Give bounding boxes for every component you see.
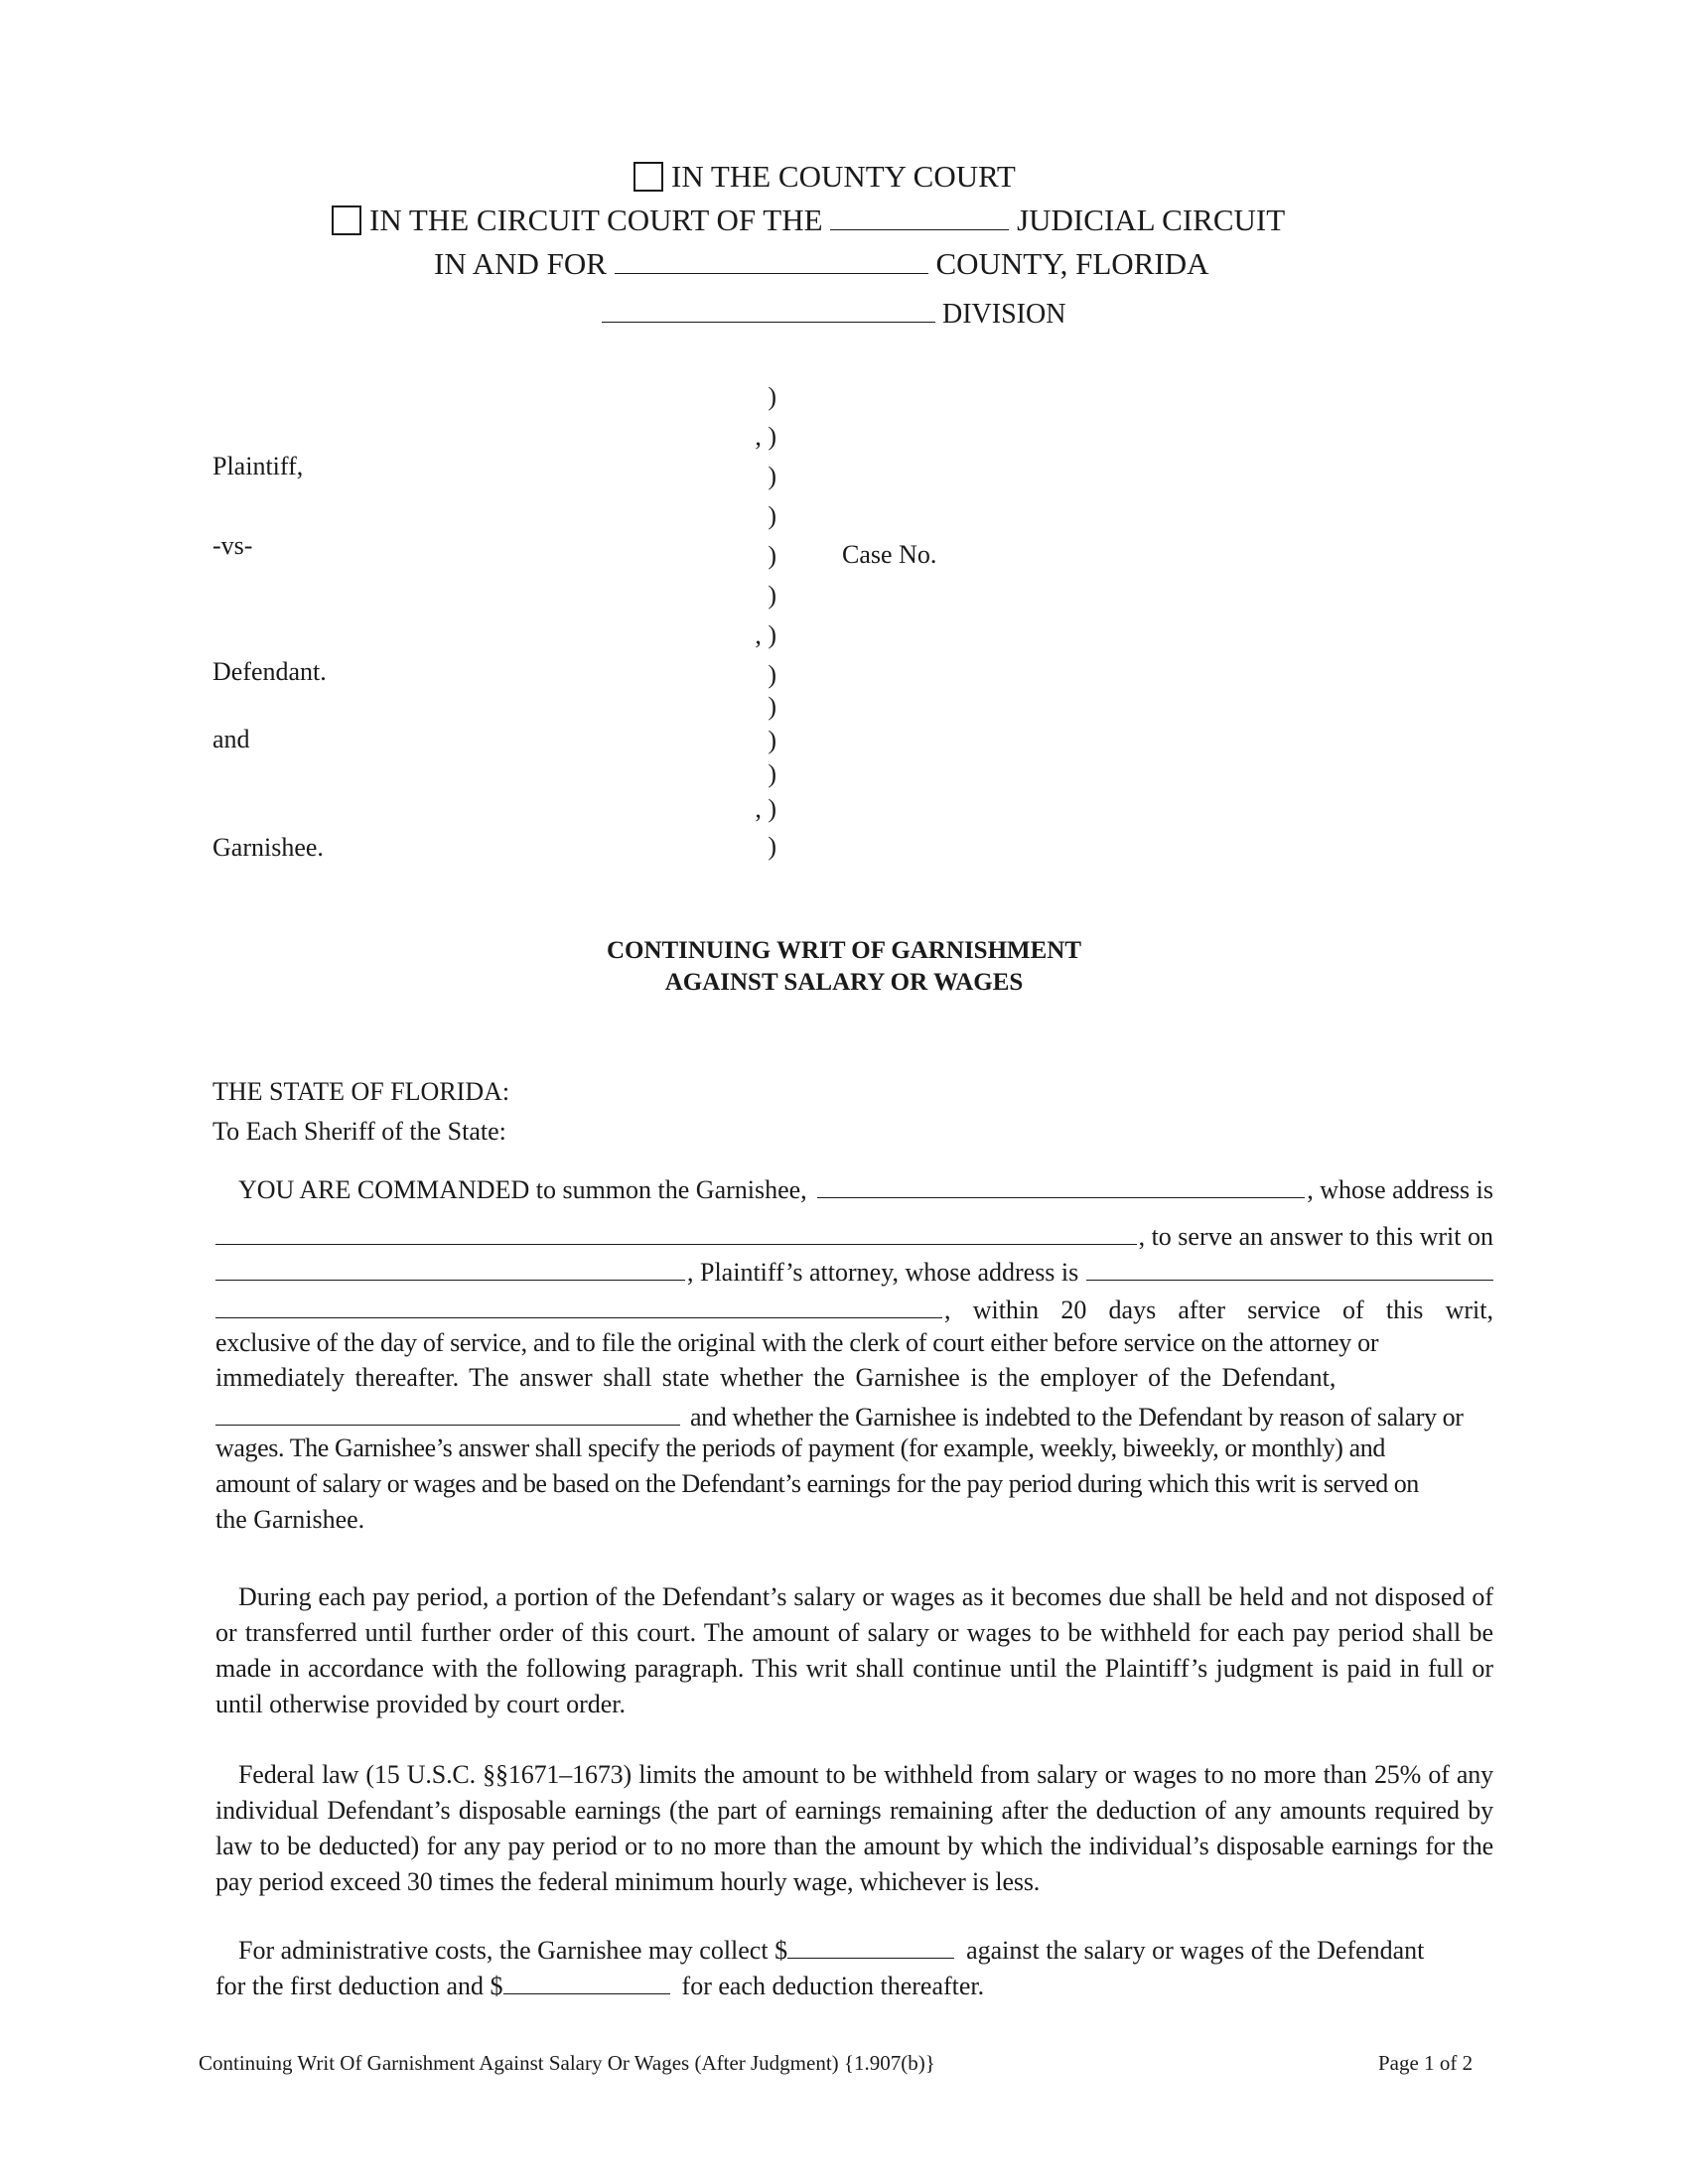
defendant-label: Defendant.	[212, 657, 327, 686]
document-title-line1: CONTINUING WRIT OF GARNISHMENT	[606, 937, 1082, 964]
command-line-1	[238, 1175, 1493, 1205]
county-court-line	[633, 159, 1016, 195]
county-name-blank[interactable]	[615, 272, 928, 274]
admin-costs-line-2	[215, 1972, 1493, 2001]
caption-paren: , )	[755, 422, 776, 451]
command-text: , Plaintiff’s attorney, whose address is	[687, 1258, 1079, 1287]
admin-costs-text: against the salary or wages of the Defendant	[966, 1936, 1425, 1965]
circuit-court-line	[332, 203, 1285, 238]
caption-paren: )	[768, 832, 776, 861]
command-line-7	[215, 1403, 1493, 1433]
command-text: YOU ARE COMMANDED to summon the Garnishee,	[238, 1175, 807, 1204]
caption-paren: , )	[755, 794, 776, 823]
command-line-6: immediately thereafter. The answer shall state whether the Garnishee is the employer of the Defendant,	[215, 1363, 1336, 1392]
caption-paren: )	[768, 759, 776, 788]
division-line	[602, 298, 1065, 332]
caption-paren: )	[768, 692, 776, 721]
attorney-name-blank[interactable]	[215, 1279, 685, 1281]
pay-period-paragraph: During each pay period, a portion of the Defendant’s salary or wages as it becomes due shall be held and not disposed of or transferred until further order of this court. The amount of salary or wages to be withheld for each pay period shall be made in accordance with the following paragraph. This writ shall continue until the Plaintiff’s judgment is paid in full or until otherwise provided by court order.	[215, 1582, 1493, 1718]
caption-paren: )	[768, 581, 776, 610]
caption-paren: , )	[755, 620, 776, 649]
admin-costs-text: for the first deduction and $	[215, 1972, 503, 2000]
command-text: , whose address is	[1307, 1175, 1493, 1204]
division-label: DIVISION	[942, 299, 1066, 330]
county-court-label: IN THE COUNTY COURT	[671, 159, 1016, 194]
admin-costs-text: for each deduction thereafter.	[681, 1972, 985, 2000]
plaintiff-label: Plaintiff,	[212, 452, 304, 480]
to-each-sheriff: To Each Sheriff of the State:	[212, 1117, 506, 1146]
footer-form-title: Continuing Writ Of Garnishment Against Salary Or Wages (After Judgment) {1.907(b)}	[199, 2051, 935, 2075]
in-and-for-label: IN AND FOR	[434, 246, 607, 281]
admin-costs-text: For administrative costs, the Garnishee may collect $	[238, 1936, 788, 1965]
caption-paren: )	[768, 660, 776, 689]
caption-paren: )	[768, 501, 776, 530]
command-line-9: amount of salary or wages and be based on the Defendant’s earnings for the pay period during which this writ is served on	[215, 1469, 1419, 1498]
county-florida-label: COUNTY, FLORIDA	[935, 246, 1209, 281]
command-line-5: exclusive of the day of service, and to file the original with the clerk of court either before service on the attorney or	[215, 1328, 1379, 1357]
circuit-court-checkbox[interactable]	[332, 205, 361, 235]
admin-costs-line-1	[238, 1936, 1493, 1966]
garnishee-label: Garnishee.	[212, 833, 324, 862]
vs-label: -vs-	[212, 531, 253, 560]
command-line-10: the Garnishee.	[215, 1505, 365, 1534]
command-text: , within 20 days after service of this writ,	[944, 1296, 1493, 1324]
and-label: and	[212, 725, 250, 753]
circuit-number-blank[interactable]	[830, 228, 1009, 230]
county-court-checkbox[interactable]	[633, 162, 663, 192]
command-line-8: wages. The Garnishee’s answer shall specify the periods of payment (for example, weekly, biweekly, or monthly) and	[215, 1433, 1385, 1462]
command-line-2	[215, 1222, 1493, 1252]
caption-paren: )	[768, 541, 776, 570]
division-blank[interactable]	[602, 321, 935, 323]
footer-page-number: Page 1 of 2	[1378, 2051, 1474, 2075]
command-text: , to serve an answer to this writ on	[1138, 1222, 1493, 1251]
judicial-circuit-label: JUDICIAL CIRCUIT	[1017, 203, 1286, 237]
attorney-address-blank[interactable]	[1086, 1279, 1493, 1281]
attorney-address-continued-blank[interactable]	[215, 1316, 942, 1318]
garnishee-address-blank[interactable]	[215, 1243, 1137, 1245]
caption-paren: )	[768, 726, 776, 754]
caption-paren: )	[768, 382, 776, 411]
document-title-line2: AGAINST SALARY OR WAGES	[664, 969, 1024, 996]
command-line-3	[215, 1258, 1493, 1288]
caption-paren: )	[768, 462, 776, 490]
state-of-florida: THE STATE OF FLORIDA:	[212, 1077, 510, 1106]
command-line-4	[215, 1296, 1493, 1325]
garnishee-name-blank[interactable]	[817, 1196, 1306, 1198]
county-line	[434, 246, 1208, 282]
subsequent-deduction-fee-blank[interactable]	[503, 1992, 670, 1994]
federal-law-paragraph: Federal law (15 U.S.C. §§1671–1673) limits the amount to be withheld from salary or wages to no more than 25% of any individual Defendant’s disposable earnings (the part of earnings remaining after the deduction of any amounts required by law to be deducted) for any pay period or to no more than the amount by which the individual’s disposable earnings for the pay period exceed 30 times the federal minimum hourly wage, whichever is less.	[215, 1760, 1493, 1896]
defendant-name-blank[interactable]	[215, 1424, 680, 1426]
circuit-court-label: IN THE CIRCUIT COURT OF THE	[369, 203, 823, 237]
case-number-label: Case No.	[842, 540, 937, 569]
first-deduction-fee-blank[interactable]	[787, 1957, 954, 1959]
command-text: and whether the Garnishee is indebted to the Defendant by reason of salary or	[690, 1403, 1464, 1432]
